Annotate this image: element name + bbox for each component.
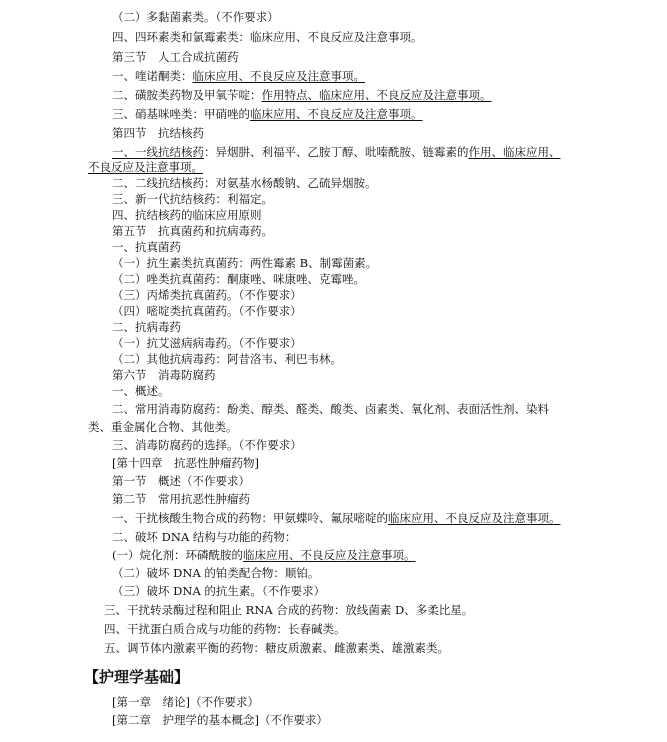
text-segment: 第三节 人工合成抗菌药 — [112, 50, 239, 64]
text-segment: 二、破坏 DNA 结构与功能的药物： — [112, 530, 297, 544]
underlined-text: 不良反应及注意事项。 — [88, 160, 203, 174]
text-segment: ：异烟肼、利福平、乙胺丁醇、吡嗪酰胺、链霉素的 — [204, 145, 469, 159]
text-line — [112, 713, 328, 728]
text-line — [112, 126, 204, 141]
text-segment: 二、抗病毒药 — [112, 320, 181, 334]
text-segment: 二、二线抗结核药：对氨基水杨酸钠、乙硫异烟胺。 — [112, 176, 377, 190]
underlined-text: 临床应用、不良反应及注意事项。 — [243, 548, 416, 562]
text-segment: [第一章 绪论]（不作要求） — [112, 695, 259, 709]
text-line — [112, 402, 549, 417]
text-segment: (一）烷化剂：环磷酰胺的 — [112, 548, 243, 562]
section-heading: 【护理学基础】 — [84, 668, 190, 686]
text-line — [88, 160, 203, 175]
text-line — [112, 548, 416, 563]
text-line — [112, 145, 561, 160]
text-segment: （一）抗生素类抗真菌药：两性霉素 B、制霉菌素。 — [112, 256, 378, 270]
text-line — [112, 336, 302, 351]
text-line — [112, 530, 296, 545]
text-line — [112, 384, 170, 399]
text-line — [88, 420, 238, 435]
text-line — [112, 192, 273, 207]
text-segment: （四）嘧啶类抗真菌药。（不作要求） — [112, 304, 302, 318]
text-line — [112, 352, 342, 367]
text-segment: （一）抗艾滋病病毒药。（不作要求） — [112, 336, 302, 350]
text-segment: 四、干扰蛋白质合成与功能的药物：长春碱类。 — [104, 622, 346, 636]
text-line — [112, 272, 365, 287]
text-segment: （二）破坏 DNA 的铂类配合物：顺铂。 — [112, 566, 320, 580]
text-line — [112, 224, 273, 239]
text-segment: 一、概述。 — [112, 384, 170, 398]
text-line — [112, 492, 250, 507]
text-line — [112, 474, 250, 489]
text-segment: 第四节 抗结核药 — [112, 126, 204, 140]
text-line — [104, 641, 449, 656]
text-segment: 三、消毒防腐药的选择。（不作要求） — [112, 438, 302, 452]
text-segment: 四、四环素类和氯霉素类：临床应用、不良反应及注意事项。 — [112, 30, 423, 44]
text-line — [112, 176, 377, 191]
text-segment: 一、喹诺酮类： — [112, 69, 193, 83]
text-line — [112, 288, 302, 303]
text-line — [112, 320, 181, 335]
underlined-text: 临床应用、不良反应及注意事项。 — [250, 107, 423, 121]
text-line — [112, 695, 259, 710]
text-line — [112, 368, 216, 383]
text-line — [112, 30, 423, 45]
text-segment: 三、新一代抗结核药：利福定。 — [112, 192, 273, 206]
text-segment: 三、硝基咪唑类：甲硝唑的 — [112, 107, 250, 121]
text-line — [112, 456, 259, 471]
text-line — [112, 240, 181, 255]
text-segment: （二）唑类抗真菌药：酮康唑、咪康唑、克霉唑。 — [112, 272, 365, 286]
text-segment: 第六节 消毒防腐药 — [112, 368, 216, 382]
text-segment: 第五节 抗真菌药和抗病毒药。 — [112, 224, 273, 238]
text-line — [112, 88, 492, 103]
text-line — [112, 566, 319, 581]
underlined-text: 临床应用、不良反应及注意事项。 — [192, 69, 365, 83]
text-line — [112, 256, 377, 271]
text-line — [112, 304, 302, 319]
text-segment: 类、重金属化合物、其他类。 — [88, 420, 238, 434]
text-line — [112, 438, 302, 453]
text-segment: （二）其他抗病毒药：阿昔洛韦、利巴韦林。 — [112, 352, 342, 366]
text-line — [104, 622, 346, 637]
text-line — [104, 603, 473, 618]
text-line — [112, 50, 239, 65]
text-line — [112, 584, 325, 599]
text-segment: 一、抗真菌药 — [112, 240, 181, 254]
text-segment: 五、调节体内激素平衡的药物：糖皮质激素、雌激素类、雄激素类。 — [104, 641, 449, 655]
text-line — [112, 10, 279, 25]
underlined-text: 作用特点、临床应用、不良反应及注意事项。 — [261, 88, 492, 102]
text-line — [112, 69, 365, 84]
text-segment: [第二章 护理学的基本概念]（不作要求） — [112, 713, 328, 727]
text-segment: 一、干扰核酸生物合成的药物：甲氨蝶呤、氟尿嘧啶的 — [112, 511, 388, 525]
underlined-text: 临床应用、不良反应及注意事项。 — [388, 511, 561, 525]
text-segment: 二、常用消毒防腐药：酚类、醇类、醛类、酸类、卤素类、氧化剂、表面活性剂、染料 — [112, 402, 549, 416]
text-line — [112, 107, 423, 122]
underlined-text: 一、一线抗结核药 — [112, 145, 204, 159]
text-segment: （三）丙烯类抗真菌药。（不作要求） — [112, 288, 302, 302]
text-line — [112, 511, 561, 526]
text-segment: 第二节 常用抗恶性肿瘤药 — [112, 492, 250, 506]
text-segment: 二、磺胺类药物及甲氧苄啶： — [112, 88, 262, 102]
text-segment: 第一节 概述（不作要求） — [112, 474, 250, 488]
text-segment: [第十四章 抗恶性肿瘤药物] — [112, 456, 259, 470]
text-segment: （三）破坏 DNA 的抗生素。（不作要求） — [112, 584, 326, 598]
text-segment: （二）多黏菌素类。（不作要求） — [112, 10, 279, 24]
text-line — [112, 208, 262, 223]
text-segment: 三、干扰转录酶过程和阻止 RNA 合成的药物：放线菌素 D、多柔比星。 — [104, 603, 474, 617]
text-segment: 四、抗结核药的临床应用原则 — [112, 208, 262, 222]
underlined-text: 作用、临床应用、 — [468, 145, 561, 159]
